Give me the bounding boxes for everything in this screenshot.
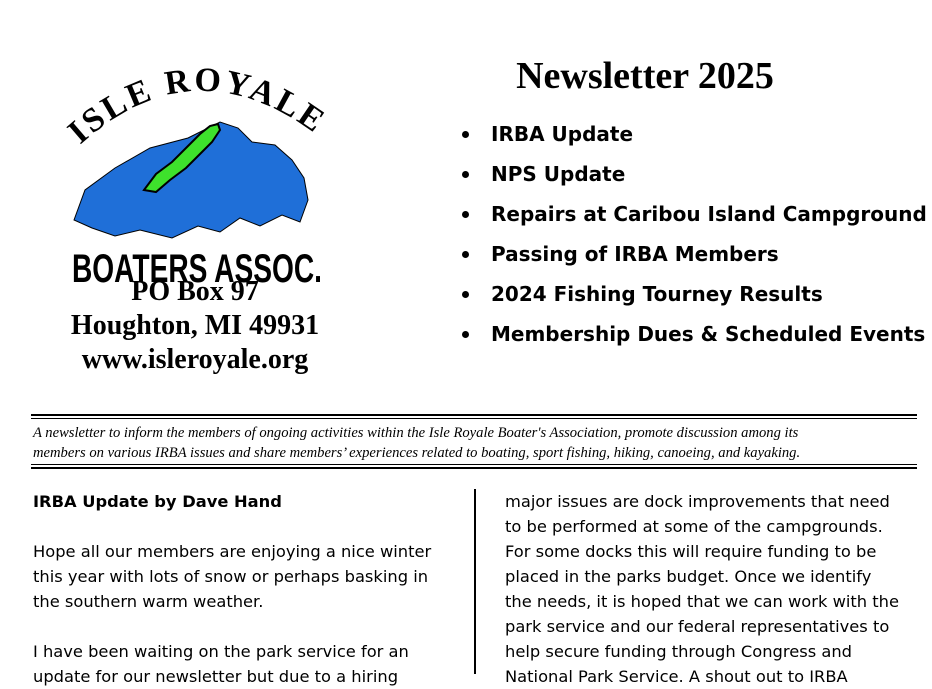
top-rule-thin [31,418,917,419]
body-line: placed in the parks budget. Once we identify [505,567,872,586]
tagline-line: members on various IRBA issues and share members’ experiences related to boating, sport fishing, hiking, canoeing, and kayaking. [33,445,801,461]
tagline-line: A newsletter to inform the members of ongoing activities within the Isle Royale Boater's Association, promote discussion among its [33,425,799,441]
bullet-icon [462,291,469,298]
body-line: For some docks this will require funding to be [505,542,877,561]
contents-item: Passing of IRBA Members [460,234,927,274]
body-line: Hope all our members are enjoying a nice winter [33,542,432,561]
body-line: to be performed at some of the campgrounds. [505,517,883,536]
address-po-box: PO Box 97 [131,276,259,307]
body-line: I have been waiting on the park service for an [33,642,409,661]
body-line: major issues are dock improvements that need [505,492,890,511]
website-link[interactable]: www.isleroyale.org [81,344,309,375]
bottom-rule-thick [31,467,917,469]
left-column [33,489,431,689]
isle-royale-logo [60,50,335,285]
top-rule-thick [31,414,917,416]
bullet-icon [462,171,469,178]
body-line: help secure funding through Congress and [505,642,852,661]
body-line: park service and our federal representatives to [505,617,890,636]
newsletter-title: Newsletter 2025 [516,55,774,97]
logo-arc-text: ISLE ROYALE [61,61,334,151]
body-line: National Park Service. A shout out to IRBA [505,667,848,686]
bullet-icon [462,211,469,218]
contents-list [460,114,927,354]
body-line: this year with lots of snow or perhaps basking in [33,567,429,586]
article-heading: IRBA Update by Dave Hand [33,492,282,511]
body-line: the needs, it is hoped that we can work with the [505,592,900,611]
body-line: update for our newsletter but due to a hiring [33,667,399,686]
bullet-icon [462,131,469,138]
bullet-icon [462,251,469,258]
bottom-rule-thin [31,464,917,465]
address-city: Houghton, MI 49931 [70,310,320,341]
contents-item: NPS Update [460,154,927,194]
column-divider [474,489,476,674]
contents-item: 2024 Fishing Tourney Results [460,274,927,314]
logo-bottom-text: BOATERS ASSOC. [72,247,322,285]
contents-item: IRBA Update [460,114,927,154]
body-line: the southern warm weather. [33,592,264,611]
newsletter-tagline [33,423,917,463]
right-column [505,489,899,689]
bullet-icon [462,331,469,338]
contents-item: Membership Dues & Scheduled Events [460,314,927,354]
lake-superior-shape [74,122,308,238]
contents-item: Repairs at Caribou Island Campground [460,194,927,234]
